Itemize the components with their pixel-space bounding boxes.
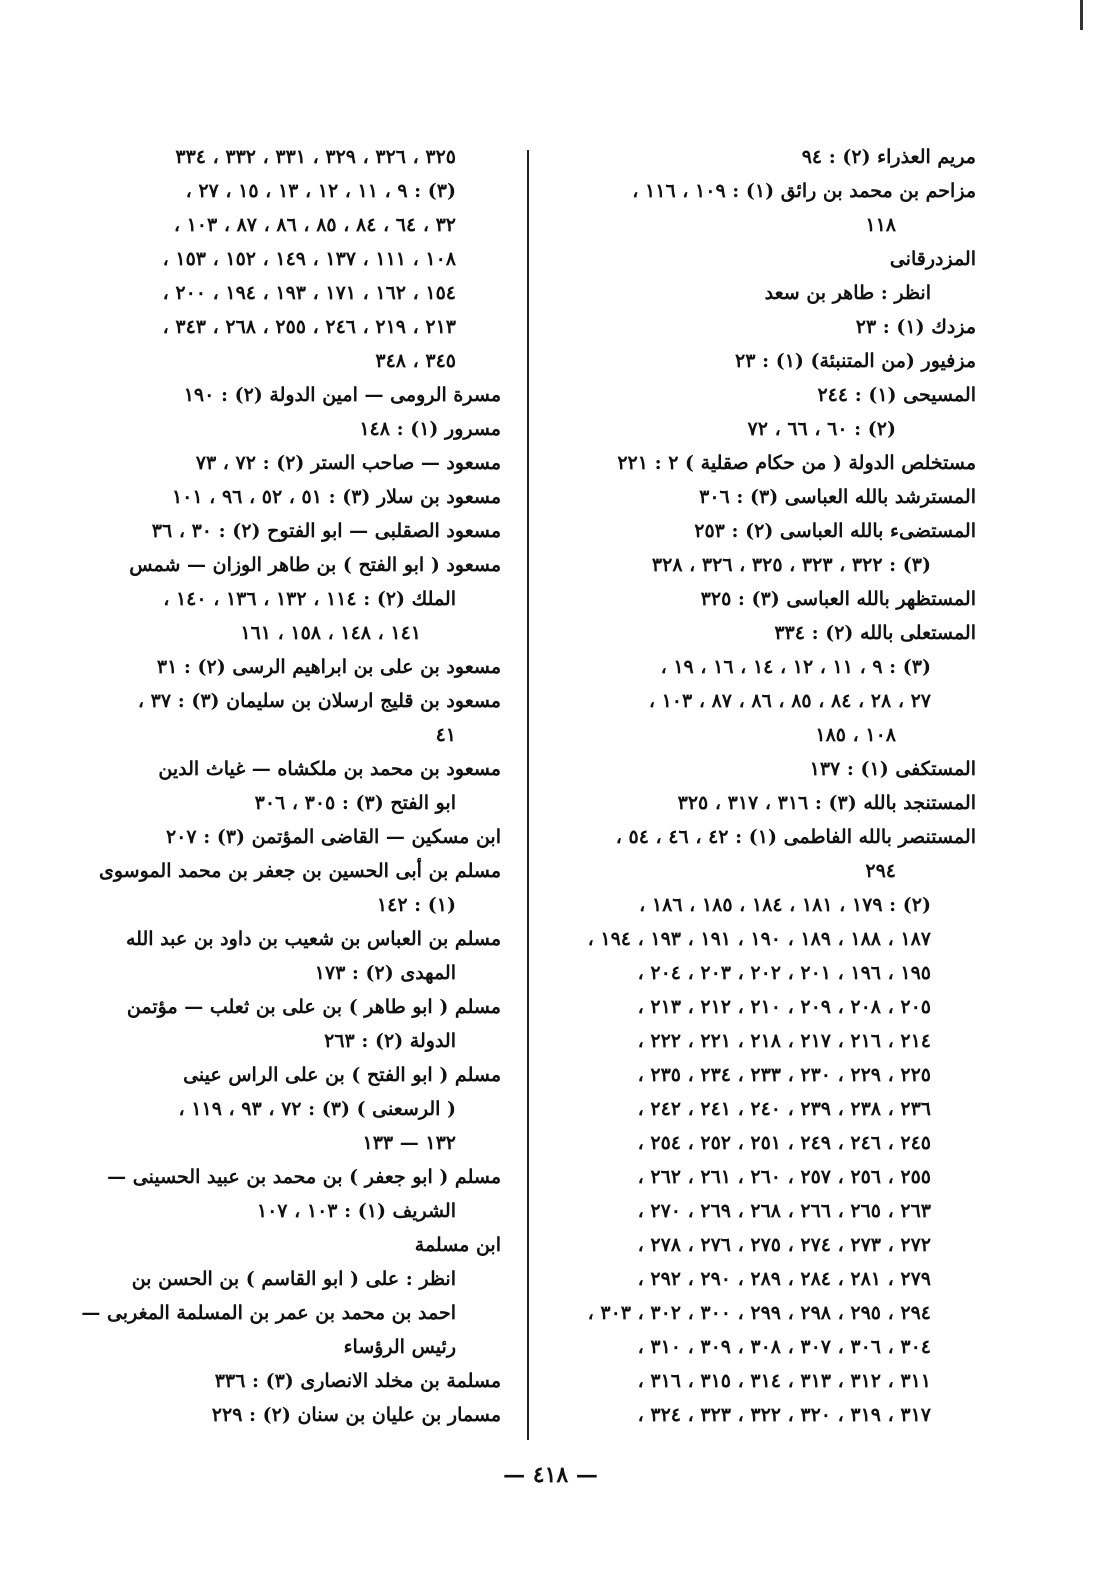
index-entry-line: مسعود بن على بن ابراهيم الرسى (٢) : ٣١ — [156, 656, 501, 678]
index-entry-line: المستكفى (١) : ١٣٧ — [809, 758, 976, 780]
index-entry-line: المزدرقانى — [889, 248, 976, 270]
index-entry-line: (٣) : ٣٢٢ ، ٣٢٣ ، ٣٢٥ ، ٣٢٦ ، ٣٢٨ — [651, 554, 931, 576]
index-entry-line: مريم العذراء (٢) : ٩٤ — [801, 146, 976, 168]
index-entry-line: احمد بن محمد بن عمر بن المسلمة المغربى — — [81, 1302, 456, 1324]
index-entry-line: المستنجد بالله (٣) : ٣١٦ ، ٣١٧ ، ٣٢٥ — [677, 792, 976, 814]
index-entry-line: المهدى (٢) : ١٧٣ — [314, 962, 456, 984]
index-entry-line: مسلمة بن مخلد الانصارى (٣) : ٣٣٦ — [214, 1370, 501, 1392]
index-entry-line: ٣٤٥ ، ٣٤٨ — [375, 350, 456, 372]
index-entry-line: ١٨٧ ، ١٨٨ ، ١٨٩ ، ١٩٠ ، ١٩١ ، ١٩٣ ، ١٩٤ ، — [587, 928, 931, 950]
index-entry-line: مسلم ( ابو طاهر ) بن على بن ثعلب — مؤتمن — [126, 996, 501, 1018]
index-entry-line: ٣٠٤ ، ٣٠٦ ، ٣٠٧ ، ٣٠٨ ، ٣٠٩ ، ٣١٠ ، — [637, 1336, 931, 1358]
index-entry-line: مسرور (١) : ١٤٨ — [359, 418, 501, 440]
index-entry-line: ابن مسلمة — [414, 1234, 501, 1256]
index-entry-line: مسعود ( ابو الفتح ) بن طاهر الوزان — شمس — [129, 554, 501, 576]
index-entry-line: مزدك (١) : ٢٣ — [855, 316, 976, 338]
column-divider — [527, 150, 529, 1440]
index-entry-line: ٢٠٥ ، ٢٠٨ ، ٢٠٩ ، ٢١٠ ، ٢١٢ ، ٢١٣ ، — [637, 996, 931, 1018]
index-entry-line: ٢١٣ ، ٢١٩ ، ٢٤٦ ، ٢٥٥ ، ٢٦٨ ، ٣٤٣ ، — [162, 316, 456, 338]
index-entry-line: مسعود بن سلار (٣) : ٥١ ، ٥٢ ، ٩٦ ، ١٠١ — [171, 486, 501, 508]
index-entry-line: مسعود بن قليج ارسلان بن سليمان (٣) : ٣٧ ، — [137, 690, 501, 712]
index-entry-line: المستظهر بالله العباسى (٣) : ٣٢٥ — [700, 588, 976, 610]
index-entry-line: ٢٤٥ ، ٢٤٦ ، ٢٤٩ ، ٢٥١ ، ٢٥٢ ، ٢٥٤ ، — [637, 1132, 931, 1154]
index-entry-line: (١) : ١٤٢ — [376, 894, 456, 916]
index-entry-line: المستضىء بالله العباسى (٢) : ٢٥٣ — [694, 520, 976, 542]
index-entry-line: مسلم بن أبى الحسين بن جعفر بن محمد الموسوى — [99, 860, 501, 882]
index-entry-line: مسلم بن العباس بن شعيب بن داود بن عبد الله — [126, 928, 501, 950]
index-entry-line: ابو الفتح (٣) : ٣٠٥ ، ٣٠٦ — [254, 792, 456, 814]
index-entry-line: ٣١١ ، ٣١٢ ، ٣١٣ ، ٣١٤ ، ٣١٥ ، ٣١٦ ، — [637, 1370, 931, 1392]
index-entry-line: مستخلص الدولة ( من حكام صقلية ) ٢ : ٢٢١ — [617, 452, 976, 474]
index-entry-line: (٣) : ٩ ، ١١ ، ١٢ ، ١٤ ، ١٦ ، ١٩ ، — [660, 656, 931, 678]
index-entry-line: مزفيور (من المتنبئة) (١) : ٢٣ — [735, 350, 976, 372]
index-entry-line: المسيحى (١) : ٢٤٤ — [817, 384, 976, 406]
index-entry-line: ٢٩٤ ، ٢٩٥ ، ٢٩٨ ، ٢٩٩ ، ٣٠٠ ، ٣٠٢ ، ٣٠٣ ، — [587, 1302, 931, 1324]
index-entry-line: مسلم ( ابو الفتح ) بن على الراس عينى — [183, 1064, 501, 1086]
index-entry-line: رئيس الرؤساء — [343, 1336, 456, 1358]
index-column-right — [536, 140, 976, 1432]
index-entry-line: ٣١٧ ، ٣١٩ ، ٣٢٠ ، ٣٢٢ ، ٣٢٣ ، ٣٢٤ ، — [637, 1404, 931, 1426]
index-entry-line: ٢١٤ ، ٢١٦ ، ٢١٧ ، ٢١٨ ، ٢٢١ ، ٢٢٢ ، — [637, 1030, 931, 1052]
index-entry-line: ١٤١ ، ١٤٨ ، ١٥٨ ، ١٦١ — [240, 622, 421, 644]
index-entry-line: ابن مسكين — القاضى المؤتمن (٣) : ٢٠٧ — [165, 826, 501, 848]
index-entry-line: مسلم ( ابو جعفر ) بن محمد بن عبيد الحسينى — — [107, 1166, 501, 1188]
index-entry-line: ٢٦٣ ، ٢٦٥ ، ٢٦٦ ، ٢٦٨ ، ٢٦٩ ، ٢٧٠ ، — [637, 1200, 931, 1222]
index-entry-line: ٣٢ ، ٦٤ ، ٨٤ ، ٨٥ ، ٨٦ ، ٨٧ ، ١٠٣ ، — [173, 214, 456, 236]
page-number: — ٤١٨ — — [503, 1462, 598, 1488]
index-entry-line: ١٥٤ ، ١٦٢ ، ١٧١ ، ١٩٣ ، ١٩٤ ، ٢٠٠ ، — [162, 282, 456, 304]
index-entry-line: الملك (٢) : ١١٤ ، ١٣٢ ، ١٣٦ ، ١٤٠ ، — [163, 588, 456, 610]
index-entry-line: ٢٧٩ ، ٢٨١ ، ٢٨٤ ، ٢٨٩ ، ٢٩٠ ، ٢٩٢ ، — [637, 1268, 931, 1290]
index-entry-line: مزاحم بن محمد بن رائق (١) : ١٠٩ ، ١١٦ ، — [632, 180, 976, 202]
index-entry-line: ١٩٥ ، ١٩٦ ، ٢٠١ ، ٢٠٢ ، ٢٠٣ ، ٢٠٤ ، — [637, 962, 931, 984]
index-entry-line: المستنصر بالله الفاطمى (١) : ٤٢ ، ٤٦ ، ٥٤ ، — [615, 826, 976, 848]
index-entry-line: ٢٧٢ ، ٢٧٣ ، ٢٧٤ ، ٢٧٥ ، ٢٧٦ ، ٢٧٨ ، — [637, 1234, 931, 1256]
index-entry-line: ١١٨ — [865, 214, 896, 236]
index-entry-line: الشريف (١) : ١٠٣ ، ١٠٧ — [256, 1200, 456, 1222]
index-entry-line: مسعود بن محمد بن ملكشاه — غياث الدين — [158, 758, 501, 780]
index-entry-line: (٢) : ١٧٩ ، ١٨١ ، ١٨٤ ، ١٨٥ ، ١٨٦ ، — [639, 894, 931, 916]
index-entry-line: مسعود — صاحب الستر (٢) : ٧٢ ، ٧٣ — [195, 452, 501, 474]
index-entry-line: المسترشد بالله العباسى (٣) : ٣٠٦ — [699, 486, 976, 508]
index-entry-line: ٢٣٦ ، ٢٣٨ ، ٢٣٩ ، ٢٤٠ ، ٢٤١ ، ٢٤٢ ، — [637, 1098, 931, 1120]
index-entry-line: انظر : طاهر بن سعد — [764, 282, 931, 304]
index-entry-line: ١٠٨ ، ١٨٥ — [815, 724, 896, 746]
index-entry-line: ٢٢٥ ، ٢٢٩ ، ٢٣٠ ، ٢٣٣ ، ٢٣٤ ، ٢٣٥ ، — [637, 1064, 931, 1086]
index-entry-line: مسرة الرومى — امين الدولة (٢) : ١٩٠ — [183, 384, 501, 406]
index-entry-line: الدولة (٢) : ٢٦٣ — [324, 1030, 456, 1052]
index-entry-line: ٢٩٤ — [865, 860, 896, 882]
index-entry-line: ١٣٢ — ١٣٣ — [362, 1132, 456, 1154]
index-entry-line: (٢) : ٦٠ ، ٦٦ ، ٧٢ — [747, 418, 896, 440]
index-column-left — [61, 140, 501, 1432]
index-entry-line: ( الرسعنى ) (٣) : ٧٢ ، ٩٣ ، ١١٩ ، — [178, 1098, 456, 1120]
index-entry-line: مسمار بن عليان بن سنان (٢) : ٢٢٩ — [211, 1404, 501, 1426]
index-entry-line: مسعود الصقلبى — ابو الفتوح (٢) : ٣٠ ، ٣٦ — [151, 520, 501, 542]
index-entry-line: المستعلى بالله (٢) : ٣٣٤ — [774, 622, 976, 644]
index-entry-line: انظر : على ( ابو القاسم ) بن الحسن بن — [131, 1268, 456, 1290]
index-entry-line: ٢٧ ، ٢٨ ، ٨٤ ، ٨٥ ، ٨٦ ، ٨٧ ، ١٠٣ ، — [648, 690, 931, 712]
index-entry-line: ١٠٨ ، ١١١ ، ١٣٧ ، ١٤٩ ، ١٥٢ ، ١٥٣ ، — [162, 248, 456, 270]
index-entry-line: (٣) : ٩ ، ١١ ، ١٢ ، ١٣ ، ١٥ ، ٢٧ ، — [185, 180, 456, 202]
page-edge-mark — [1080, 0, 1083, 30]
index-entry-line: ٢٥٥ ، ٢٥٦ ، ٢٥٧ ، ٢٦٠ ، ٢٦١ ، ٢٦٢ ، — [637, 1166, 931, 1188]
index-entry-line: ٤١ — [435, 724, 456, 746]
index-entry-line: ٣٢٥ ، ٣٢٦ ، ٣٢٩ ، ٣٣١ ، ٣٣٢ ، ٣٣٤ — [175, 146, 456, 168]
